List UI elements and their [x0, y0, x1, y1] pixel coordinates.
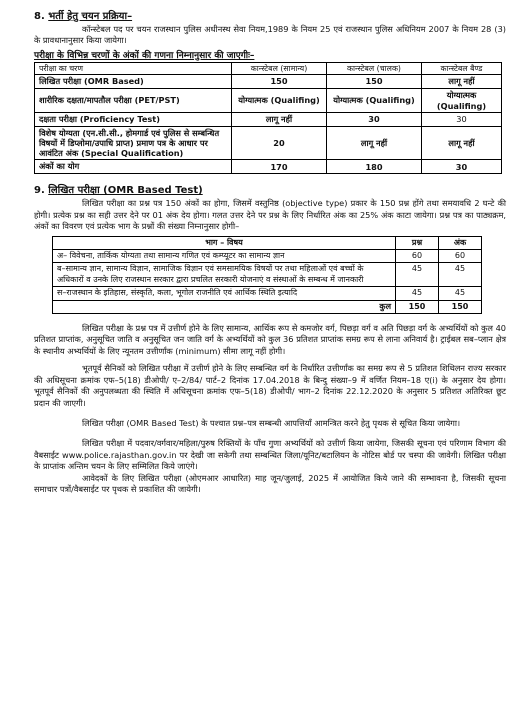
- table-cell: ब–सामान्य ज्ञान, सामान्य विज्ञान, सामाजिक विज्ञान एवं समसामयिक विषयों पर तथा महिलाओं एवं बच्चों के अधिकारों व उनके लिए राजस्थान सरकार द्वारा प्रचलित सरकारी योजनाएं व संस्थाओं के सम्बन्ध में जानकारी: [53, 263, 396, 287]
- table-cell: 45: [396, 287, 439, 300]
- section-9-title: लिखित परीक्षा (OMR Based Test): [48, 185, 203, 197]
- table-header-cell: कान्स्टेबल (सामान्य): [232, 62, 327, 74]
- table-row: [53, 263, 482, 287]
- table-cell: 150: [439, 300, 482, 313]
- table-header-cell: भाग – विषय: [53, 236, 396, 249]
- table-cell: 150: [232, 74, 327, 88]
- table-header-cell: प्रश्न: [396, 236, 439, 249]
- section-9-para-5: लिखित परीक्षा में पदवार/वर्गवार/महिला/पुरुष रिक्तियों के पाँच गुणा अभ्यर्थियों को उत्तीर्ण किया जायेगा, जिसकी सूचना एवं परिणाम विभाग की वैबसाईट www.police.rajasthan.gov.in पर देखी जा सकेगी तथा सम्बन्धित जिला/यूनिट/बटालियन के नोटिस बोर्ड पर चस्पा की जावेगी। लिखित परीक्षा के प्राप्तांक अन्तिम चयन के लिए सम्मिलित किये जाएंगे।: [34, 438, 506, 472]
- table-cell: लिखित परीक्षा (OMR Based): [35, 74, 232, 88]
- table-cell: योग्यात्मक (Qualifing): [327, 88, 422, 112]
- table-row: [35, 126, 502, 160]
- table-cell: 45: [439, 263, 482, 287]
- exam-stages-table: [34, 62, 502, 175]
- table-total-row: [35, 160, 502, 174]
- table-cell: लागू नहीं: [422, 74, 502, 88]
- table-total-row: [53, 300, 482, 313]
- table-cell: 45: [396, 263, 439, 287]
- section-9-para-1: लिखित परीक्षा का प्रश्न पत्र 150 अंकों का होगा, जिसमें वस्तुनिष्ठ (objective type) प्रकार के 150 प्रश्न होंगे तथा समयावधि 2 घन्टे की होगी। प्रत्येक प्रश्न का सही उत्तर देने पर 01 अंक देय होगा। गलत उत्तर देने पर प्रश्न के लिए निर्धारित अंक का 25% अंक काटा जायेगा। प्रश्न पत्र का पाठ्यक्रम, अंकों का विवरण एवं प्रत्येक भाग के प्रश्नों की संख्या निम्नानुसार होगी–: [34, 198, 506, 232]
- table-cell: अंकों का योग: [35, 160, 232, 174]
- table-header-cell: कान्स्टेबल (चालक): [327, 62, 422, 74]
- table-cell: 150: [396, 300, 439, 313]
- table-cell: 180: [327, 160, 422, 174]
- table-row: [35, 112, 502, 126]
- table-cell: दक्षता परीक्षा (Proficiency Test): [35, 112, 232, 126]
- section-8-heading: 8. भर्ती हेतु चयन प्रक्रिया–: [34, 11, 133, 22]
- table-cell: लागू नहीं: [327, 126, 422, 160]
- table-cell: 150: [327, 74, 422, 88]
- section-9-para-4: लिखित परीक्षा (OMR Based Test) के पश्चात प्रश्न–पत्र सम्बन्धी आपत्तियाँ आमन्त्रित करने हेतु पृथक से सूचित किया जायेगा।: [82, 417, 461, 428]
- section-8-intro: कॉन्स्टेबल पद पर चयन राजस्थान पुलिस अधीनस्थ सेवा नियम,1989 के नियम 25 एवं राजस्थान पुलिस अधिनियम 2007 के नियम 28 (3) के प्रावधानानुसार किया जायेगा।: [34, 24, 506, 46]
- table-row: [35, 88, 502, 112]
- table-row: [35, 74, 502, 88]
- table-cell: 60: [439, 250, 482, 263]
- table-cell: स–राजस्थान के इतिहास, संस्कृति, कला, भूगोल राजनीति एवं आर्थिक स्थिति इत्यादि: [53, 287, 396, 300]
- table-cell: 30: [422, 112, 502, 126]
- table-cell: शारीरिक दक्षता/मापतौल परीक्षा (PET/PST): [35, 88, 232, 112]
- table-row: [53, 287, 482, 300]
- marks-table-title: परीक्षा के विभिन्न चरणों के अंकों की गणना निम्नानुसार की जाएगीः–: [34, 50, 255, 61]
- table-cell: 30: [327, 112, 422, 126]
- table-cell: योग्यात्मक (Qualifing): [232, 88, 327, 112]
- table-cell: अ– विवेचना, तार्किक योग्यता तथा सामान्य गणित एवं कम्प्यूटर का सामान्य ज्ञान: [53, 250, 396, 263]
- section-8-title: भर्ती हेतु चयन प्रक्रिया–: [48, 11, 133, 22]
- table-cell: 60: [396, 250, 439, 263]
- table-cell: 20: [232, 126, 327, 160]
- table-cell: लागू नहीं: [422, 126, 502, 160]
- section-9-para-3: भूतपूर्व सैनिकों को लिखित परीक्षा में उत्तीर्ण होने के लिए सम्बन्धित वर्ग के निर्धारित उत्तीर्णांक का समग्र रूप से 5 प्रतिशत शिथिलन राज्य सरकार की अधिसूचना क्रमांक एफ–5(18) डीओपी/ ए–2/84/ पार्ट–2 दिनांक 17.04.2018 के बिन्दु संख्या–9 में वर्णित नियम–18 ए(i) के अनुसार देय होगा। भूतपूर्व सैनिकों की अनुपलब्धता की स्थिति में अधिसूचना क्रमांक एफ–5(18) डीओपी/ भाग–2 दिनांक 22.12.2020 के अनुसार 5 प्रतिशत अतिरिक्त छूट प्रदान की जाएगी।: [34, 363, 506, 408]
- table-cell: लागू नहीं: [232, 112, 327, 126]
- table-header-cell: कान्स्टेबल बैण्ड: [422, 62, 502, 74]
- table-cell: 45: [439, 287, 482, 300]
- table-header-row: [53, 236, 482, 249]
- table-cell: विशेष योग्यता (एन.सी.सी., होमगार्ड एवं पुलिस से सम्बन्धित विषयों में डिप्लोमा/उपाधि प्राप्त) प्रमाण पत्र के आधार पर आवंटित अंक (Special Qualification): [35, 126, 232, 160]
- table-header-cell: परीक्षा का चरण: [35, 62, 232, 74]
- table-cell: कुल: [53, 300, 396, 313]
- section-9-para-2: लिखित परीक्षा के प्रश्न पत्र में उत्तीर्ण होने के लिए सामान्य, आर्थिक रूप से कमजोर वर्ग, पिछड़ा वर्ग व अति पिछड़ा वर्ग के अभ्यर्थियों को कुल 40 प्रतिशत प्राप्तांक, अनुसूचित जाति व अनुसूचित जन जाति वर्ग के अभ्यर्थियों को कुल 36 प्रतिशत प्राप्तांक समग्र रूप से लाना अनिवार्य है। ट्राईबल सब–प्लान क्षेत्र के स्थानीय अभ्यर्थियों के लिए न्यूनतम उत्तीर्णांक (minimum) सीमा लागू नहीं होगी।: [34, 323, 506, 356]
- table-cell: योग्यात्मक (Qualifing): [422, 88, 502, 112]
- table-cell: 170: [232, 160, 327, 174]
- table-row: [53, 250, 482, 263]
- table-header-row: [35, 62, 502, 74]
- section-9-para-6: आवेदकों के लिए लिखित परीक्षा (ओएमआर आधारित) माह जून/जुलाई, 2025 में आयोजित किये जाने की सम्भावना है, जिसकी सूचना समाचार पत्रों/वैबसाईट पर पृथक से प्रकाशित की जायेगी।: [34, 472, 506, 494]
- table-header-cell: अंक: [439, 236, 482, 249]
- syllabus-table: [52, 236, 482, 314]
- table-cell: 30: [422, 160, 502, 174]
- section-9-heading: 9. लिखित परीक्षा (OMR Based Test): [34, 185, 203, 197]
